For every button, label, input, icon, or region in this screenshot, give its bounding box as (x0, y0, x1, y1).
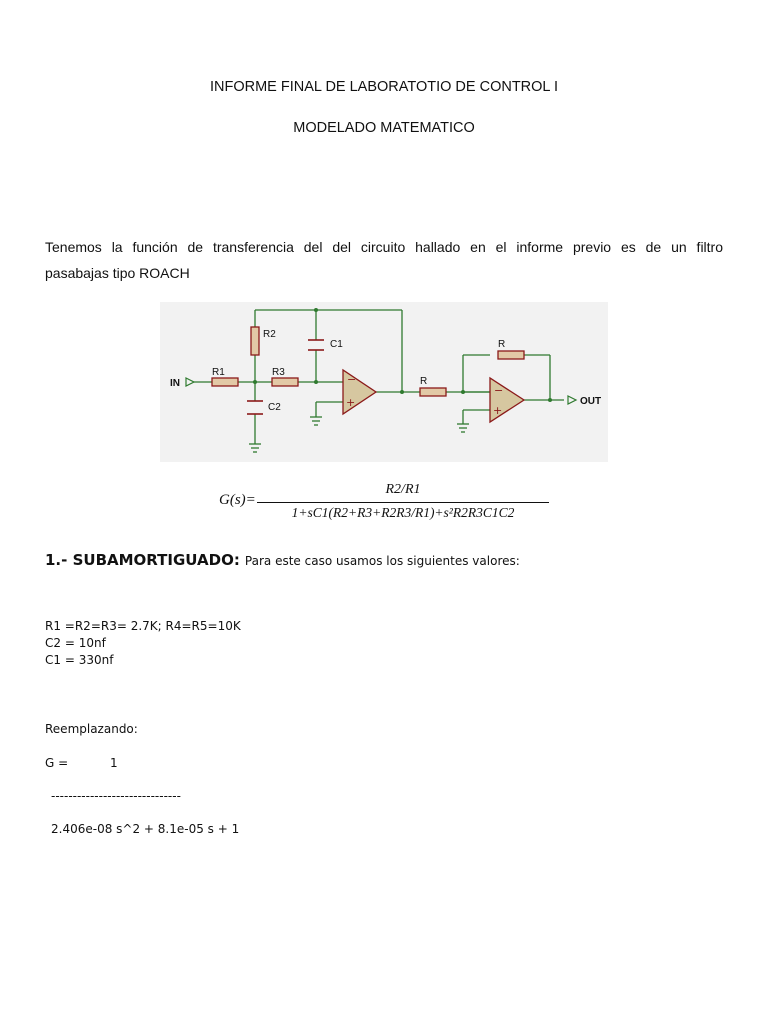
label-c2: C2 (268, 402, 281, 413)
label-c1: C1 (330, 339, 343, 350)
svg-text:−: − (494, 384, 504, 397)
label-in: IN (170, 378, 180, 389)
intro-paragraph (45, 234, 723, 286)
intro-line-1: Tenemos la función de transferencia del del circuito hallado en el informe previo es de un filtro (45, 239, 723, 255)
section-intro: Para este caso usamos los siguientes valores: (244, 554, 520, 568)
label-r1: R1 (212, 367, 225, 378)
section-title: 1.- SUBAMORTIGUADO: (45, 551, 240, 569)
formula-numerator: R2/R1 (385, 482, 421, 497)
transfer-function (205, 480, 565, 526)
component-values (45, 618, 241, 669)
section-heading (45, 550, 520, 569)
g-divider: ------------------------------ (51, 789, 181, 803)
label-out: OUT (580, 396, 602, 407)
label-r3: R3 (272, 367, 285, 378)
value-line: R1 =R2=R3= 2.7K; R4=R5=10K (45, 619, 241, 633)
g-label: G = (45, 756, 69, 770)
svg-text:−: − (347, 373, 357, 386)
svg-text:+: + (346, 396, 356, 409)
label-r-series: R (420, 376, 428, 387)
intro-line-2: pasabajas tipo ROACH (45, 265, 190, 281)
label-r2: R2 (263, 329, 276, 340)
label-r-feedback: R (498, 339, 506, 350)
value-line: C1 = 330nf (45, 653, 114, 667)
g-denominator: 2.406e-08 s^2 + 8.1e-05 s + 1 (51, 822, 240, 836)
formula-denominator: 1+sC1(R2+R3+R2R3/R1)+s²R2R3C1C2 (291, 505, 515, 520)
replacing-label: Reemplazando: (45, 722, 138, 736)
document-title: INFORME FINAL DE LABORATOTIO DE CONTROL I (209, 79, 559, 95)
fraction-bar (257, 502, 549, 503)
roach-filter-schematic (160, 302, 608, 462)
document-subtitle: MODELADO MATEMATICO (293, 120, 475, 136)
svg-text:+: + (493, 404, 503, 417)
g-numerator: 1 (110, 756, 118, 770)
formula-lhs: G(s)= (219, 492, 256, 508)
value-line: C2 = 10nf (45, 636, 106, 650)
